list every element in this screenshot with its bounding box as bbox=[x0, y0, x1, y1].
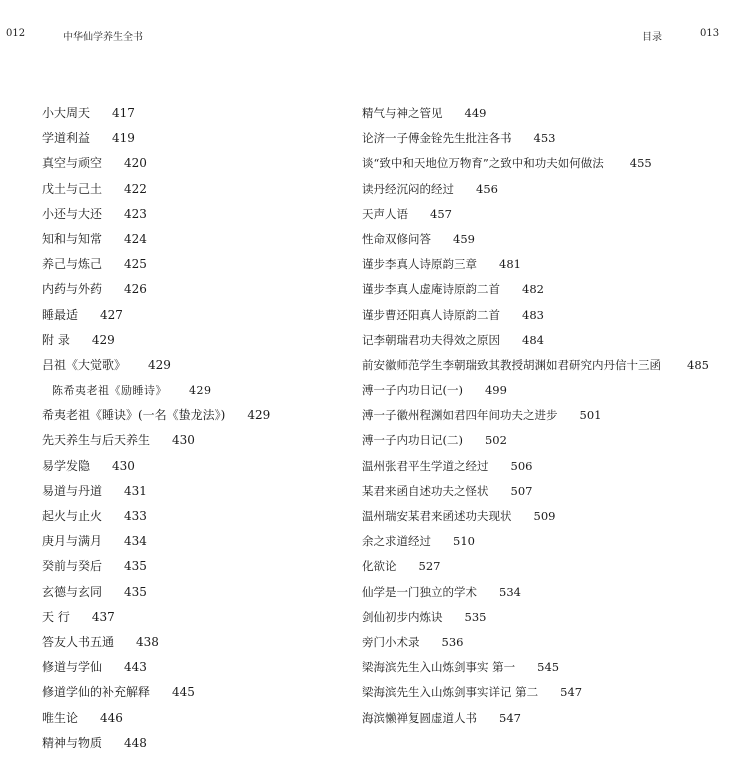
toc-entry-page: 420 bbox=[124, 156, 147, 171]
toc-entry bbox=[362, 706, 728, 731]
toc-entry-title: 希夷老祖《睡诀》(一名《蛰龙法》) bbox=[42, 408, 226, 423]
toc-entry bbox=[42, 479, 332, 504]
toc-entry-page: 509 bbox=[533, 509, 556, 523]
toc-entry-title: 前安徽师范学生李朝瑞致其教授胡渊如君研究内丹信十三函 bbox=[362, 357, 661, 372]
toc-entry-title: 天 行 bbox=[42, 609, 70, 624]
toc-entry-title: 易道与丹道 bbox=[42, 483, 103, 498]
toc-entry bbox=[362, 428, 728, 453]
toc-entry bbox=[362, 126, 728, 151]
toc-entry bbox=[362, 252, 728, 277]
toc-entry-title: 戊土与己土 bbox=[42, 181, 103, 196]
toc-entry-page: 459 bbox=[453, 231, 475, 246]
toc-entry bbox=[42, 151, 332, 176]
toc-entry-title: 真空与顽空 bbox=[42, 156, 103, 171]
toc-entry bbox=[362, 605, 728, 630]
toc-entry-page: 547 bbox=[560, 685, 583, 700]
toc-entry-title: 癸前与癸后 bbox=[42, 559, 103, 574]
toc-entry-page: 424 bbox=[124, 231, 147, 246]
toc-entry-page: 484 bbox=[522, 332, 544, 347]
toc-entry-title: 睡最适 bbox=[42, 307, 79, 322]
toc-entry bbox=[42, 177, 332, 202]
toc-entry bbox=[362, 479, 728, 504]
toc-entry-page: 453 bbox=[533, 131, 556, 146]
toc-entry-page: 456 bbox=[476, 181, 498, 196]
toc-entry-title: 谈“致中和天地位万物育”之致中和功夫如何做法 bbox=[362, 156, 604, 171]
toc-entry-page: 446 bbox=[100, 710, 123, 725]
toc-entry bbox=[42, 554, 332, 579]
toc-entry-title: 剑仙初步内炼诀 bbox=[362, 609, 443, 624]
toc-entry-title: 谨步李真人虚庵诗原韵二首 bbox=[362, 282, 500, 297]
toc-entry-title: 化欲论 bbox=[362, 559, 397, 574]
toc-entry-page: 545 bbox=[537, 660, 560, 675]
toc-entry-title: 论济一子傅金铨先生批注各书 bbox=[362, 131, 512, 146]
toc-entry bbox=[362, 554, 728, 579]
toc-entry bbox=[42, 101, 332, 126]
toc-entry-page: 502 bbox=[484, 433, 507, 448]
toc-entry bbox=[42, 504, 332, 529]
toc-entry-title: 起火与止火 bbox=[42, 509, 103, 523]
toc-entry bbox=[42, 378, 332, 403]
toc-entry-page: 510 bbox=[453, 534, 475, 549]
right-page-number: 013 bbox=[700, 28, 720, 39]
toc-entry-title: 仙学是一门独立的学术 bbox=[362, 584, 477, 599]
toc-entry-page: 429 bbox=[189, 384, 212, 398]
toc-entry bbox=[42, 403, 332, 428]
toc-entry bbox=[42, 580, 332, 605]
toc-entry-title: 溥一子内功日记(一) bbox=[362, 383, 463, 398]
toc-entry-title: 易学发隐 bbox=[42, 458, 91, 473]
toc-entry-page: 429 bbox=[148, 357, 171, 372]
toc-entry-title: 性命双修问答 bbox=[362, 231, 431, 246]
toc-entry bbox=[362, 504, 728, 529]
toc-entry-title: 谨步李真人诗原韵三章 bbox=[362, 257, 477, 272]
toc-entry-title: 先天养生与后天养生 bbox=[42, 433, 151, 448]
toc-entry bbox=[362, 277, 728, 302]
toc-entry bbox=[42, 353, 332, 378]
toc-entry-page: 485 bbox=[687, 357, 709, 372]
toc-entry-page: 482 bbox=[522, 282, 544, 297]
toc-entry-page: 431 bbox=[124, 483, 147, 498]
toc-entry bbox=[42, 630, 332, 655]
toc-entry bbox=[42, 655, 332, 680]
toc-entry bbox=[42, 454, 332, 479]
toc-entry bbox=[42, 252, 332, 277]
toc-entry bbox=[42, 126, 332, 151]
toc-entry-page: 419 bbox=[112, 131, 135, 146]
toc-entry bbox=[362, 630, 728, 655]
toc-entry bbox=[362, 580, 728, 605]
toc-entry-page: 547 bbox=[499, 710, 521, 725]
toc-entry bbox=[42, 605, 332, 630]
toc-entry-title: 修道与学仙 bbox=[42, 660, 103, 675]
toc-entry-title: 溥一子徽州程渊如君四年间功夫之进步 bbox=[362, 408, 558, 423]
toc-entry-title: 答友人书五通 bbox=[42, 634, 115, 649]
toc-entry-page: 427 bbox=[100, 307, 123, 322]
toc-entry-title: 海滨懒禅复圆虚道人书 bbox=[362, 710, 477, 725]
toc-entry-page: 445 bbox=[172, 685, 195, 700]
toc-entry bbox=[362, 227, 728, 252]
toc-entry bbox=[362, 151, 728, 176]
toc-entry-page: 481 bbox=[499, 257, 521, 272]
toc-entry-page: 433 bbox=[124, 509, 147, 523]
toc-entry-page: 423 bbox=[124, 206, 147, 221]
toc-entry-page: 430 bbox=[172, 433, 195, 448]
left-page-number: 012 bbox=[6, 28, 26, 39]
toc-entry-page: 435 bbox=[124, 584, 147, 599]
toc-entry bbox=[42, 680, 332, 705]
toc-entry bbox=[42, 227, 332, 252]
toc-entry-title: 陈希夷老祖《励睡诗》 bbox=[52, 384, 167, 398]
toc-entry-title: 吕祖《大觉歌》 bbox=[42, 357, 127, 372]
toc-entry-title: 学道利益 bbox=[42, 131, 91, 146]
toc-entry-page: 448 bbox=[124, 735, 147, 750]
toc-entry-title: 内药与外药 bbox=[42, 282, 103, 297]
toc-entry-title: 庚月与满月 bbox=[42, 534, 103, 549]
toc-entry-page: 527 bbox=[418, 559, 441, 574]
toc-entry-page: 426 bbox=[124, 282, 147, 297]
toc-entry bbox=[42, 428, 332, 453]
toc-entry bbox=[362, 101, 728, 126]
toc-entry-title: 附 录 bbox=[42, 332, 70, 347]
toc-entry-page: 507 bbox=[510, 483, 533, 498]
toc-entry-page: 429 bbox=[247, 408, 271, 423]
toc-entry-title: 读丹经沉闷的经过 bbox=[362, 181, 454, 196]
toc-entry bbox=[362, 202, 728, 227]
section-title: 目录 bbox=[642, 32, 662, 43]
toc-entry-page: 434 bbox=[124, 534, 147, 549]
toc-entry-page: 430 bbox=[112, 458, 135, 473]
toc-entry-page: 425 bbox=[124, 257, 147, 272]
toc-entry bbox=[362, 655, 728, 680]
toc-entry bbox=[42, 303, 332, 328]
toc-entry bbox=[362, 529, 728, 554]
toc-entry-title: 修道学仙的补充解释 bbox=[42, 685, 151, 700]
toc-entry-page: 438 bbox=[136, 634, 159, 649]
toc-entry bbox=[42, 731, 332, 756]
toc-entry-page: 483 bbox=[522, 307, 544, 322]
toc-entry-title: 知和与知常 bbox=[42, 231, 103, 246]
toc-entry-page: 417 bbox=[112, 106, 135, 120]
toc-entry-title: 玄德与玄同 bbox=[42, 584, 103, 599]
toc-entry-page: 536 bbox=[441, 634, 464, 649]
toc-entry-title: 温州张君平生学道之经过 bbox=[362, 458, 489, 473]
toc-entry-title: 精气与神之管见 bbox=[362, 106, 443, 120]
toc-entry bbox=[42, 328, 332, 353]
toc-entry-title: 谨步曹还阳真人诗原韵二首 bbox=[362, 307, 500, 322]
toc-entry-page: 449 bbox=[464, 106, 487, 120]
toc-entry-page: 437 bbox=[91, 609, 115, 624]
toc-entry-title: 养己与炼己 bbox=[42, 257, 103, 272]
toc-entry-title: 温州瑞安某君来函述功夫现状 bbox=[362, 509, 512, 523]
toc-entry-page: 506 bbox=[510, 458, 533, 473]
toc-entry-title: 唯生论 bbox=[42, 710, 79, 725]
toc-entry-title: 精神与物质 bbox=[42, 735, 103, 750]
toc-entry bbox=[42, 706, 332, 731]
toc-entry-page: 443 bbox=[124, 660, 147, 675]
toc-right-column bbox=[362, 101, 728, 731]
toc-entry-page: 435 bbox=[124, 559, 147, 574]
toc-entry-title: 小大周天 bbox=[42, 106, 91, 120]
toc-left-column bbox=[42, 101, 332, 756]
toc-entry bbox=[362, 378, 728, 403]
toc-entry-page: 455 bbox=[629, 156, 652, 171]
toc-entry bbox=[42, 277, 332, 302]
toc-entry bbox=[362, 328, 728, 353]
toc-entry-page: 534 bbox=[499, 584, 521, 599]
toc-entry-title: 余之求道经过 bbox=[362, 534, 431, 549]
toc-entry bbox=[362, 177, 728, 202]
toc-entry-page: 535 bbox=[464, 609, 487, 624]
toc-entry bbox=[362, 403, 728, 428]
book-title: 中华仙学养生全书 bbox=[63, 32, 143, 43]
toc-entry-page: 499 bbox=[484, 383, 507, 398]
toc-entry-title: 梁海滨先生入山炼剑事实 第一 bbox=[362, 660, 516, 675]
toc-entry-title: 旁门小术录 bbox=[362, 634, 420, 649]
toc-entry bbox=[42, 202, 332, 227]
toc-entry bbox=[362, 303, 728, 328]
toc-entry-title: 小还与大还 bbox=[42, 206, 103, 221]
toc-entry bbox=[362, 454, 728, 479]
toc-entry-page: 422 bbox=[124, 181, 147, 196]
toc-entry-page: 457 bbox=[430, 206, 452, 221]
toc-entry-title: 梁海滨先生入山炼剑事实详记 第二 bbox=[362, 685, 539, 700]
toc-entry-title: 某君来函自述功夫之怪状 bbox=[362, 483, 489, 498]
toc-entry-title: 天声人语 bbox=[362, 206, 408, 221]
toc-entry bbox=[42, 529, 332, 554]
toc-entry bbox=[362, 353, 728, 378]
toc-entry bbox=[362, 680, 728, 705]
toc-entry-page: 429 bbox=[91, 332, 115, 347]
toc-entry-title: 记李朝瑞君功夫得效之原因 bbox=[362, 332, 500, 347]
toc-entry-title: 溥一子内功日记(二) bbox=[362, 433, 463, 448]
toc-entry-page: 501 bbox=[579, 408, 602, 423]
